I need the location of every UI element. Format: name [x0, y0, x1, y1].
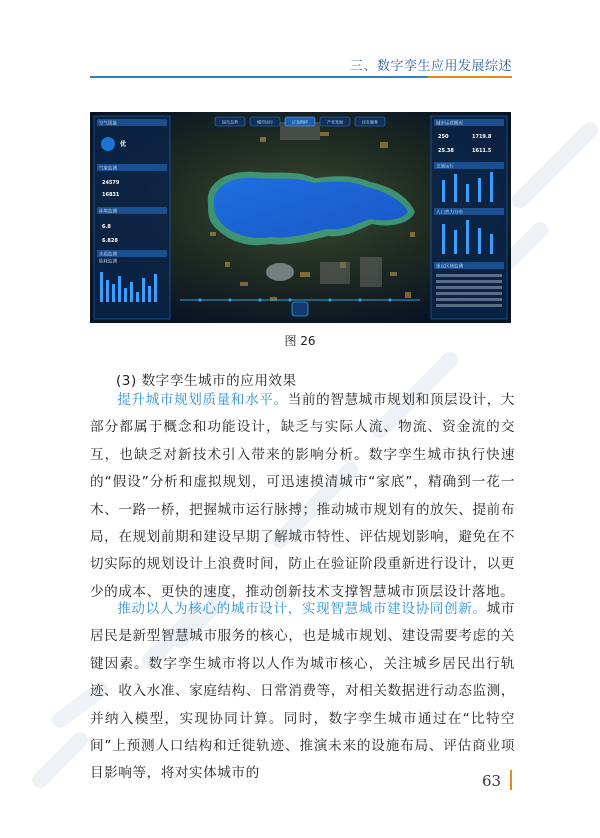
paragraph-1: [90, 387, 515, 606]
hud-right-value: 1611.5: [472, 148, 492, 154]
hud-tab: 民生服务: [362, 119, 378, 125]
header-rule-accent: [428, 76, 512, 78]
hud-left-title: 环境监测: [99, 209, 117, 215]
hud-left-value: 16831: [102, 192, 120, 198]
digital-twin-dashboard-figure: [90, 112, 511, 323]
figure-caption: 图 26: [284, 334, 316, 348]
hud-right-value: 1719.8: [472, 134, 492, 140]
hud-right-title: 人口热力分布: [436, 210, 463, 216]
paragraph-2-highlight: 推动以人为核心的城市设计，实现智慧城市建设协同创新。: [117, 601, 487, 617]
hud-left-title: 空气质量: [99, 121, 117, 127]
hud-left-value: 6.8: [102, 224, 111, 230]
hud-left-title: 水质监测: [99, 252, 117, 258]
hud-tab: 综合态势: [222, 119, 238, 125]
hud-left-value: 6.828: [102, 238, 118, 244]
hud-right-title: 交通运行: [436, 164, 454, 170]
page-number: 63: [482, 772, 502, 790]
hud-tab: 城市运行: [257, 119, 273, 125]
hud-right-value: 250: [438, 134, 449, 140]
hud-left-title: 气象监测: [99, 166, 117, 172]
hud-tab: 应急指挥: [292, 119, 308, 125]
hud-right-title: 重点区域监测: [436, 264, 463, 270]
paragraph-1-text: 当前的智慧城市规划和顶层设计，大部分都属于概念和功能设计，缺乏与实际人流、物流、资金流的交互，也缺乏对新技术引入带来的影响分析。数字孪生城市执行快速的“假设”分析和虚拟规划，可迅速摸清城市“家底”，精确到一花一木、一路一桥，把握城市运行脉搏；推动城市规划有的放矢、提前布局，在规划前期和建设早期了解城市特性、评估规划影响，避免在不切实际的规划设计上浪费时间，防止在验证阶段重新进行设计，以更少的成本、更快的速度，推动创新技术支撑智慧城市顶层设计落地。: [90, 392, 515, 600]
dashboard-image: [90, 112, 511, 323]
hud-left-value: 优: [120, 141, 127, 148]
hud-right-title: 城市运营概况: [436, 121, 463, 127]
hud-left-title: 能耗监测: [99, 259, 117, 265]
paragraph-1-highlight: 提升城市规划质量和水平。: [117, 392, 288, 408]
hud-left-value: 24579: [102, 180, 120, 186]
paragraph-2: [90, 596, 515, 788]
hud-right-value: 25.38: [438, 148, 454, 154]
subheading: (3) 数字孪生城市的应用效果: [116, 373, 297, 389]
paragraph-2-text: 城市居民是新型智慧城市服务的核心，也是城市规划、建设需要考虑的关键因素。数字孪生城市将以人作为城市核心，关注城乡居民出行轨迹、收入水准、家庭结构、日常消费等，对相关数据进行动态监测，并纳入模型，实现协同计算。同时，数字孪生城市通过在“比特空间”上预测人口结构和迁徙轨迹、推演未来的设施布局、评估商业项目影响等，将对实体城市的: [90, 601, 515, 782]
section-title: 三、数字孪生应用发展综述: [349, 59, 512, 74]
page-number-accent: [510, 770, 512, 790]
hud-tab: 产业发展: [327, 119, 343, 125]
